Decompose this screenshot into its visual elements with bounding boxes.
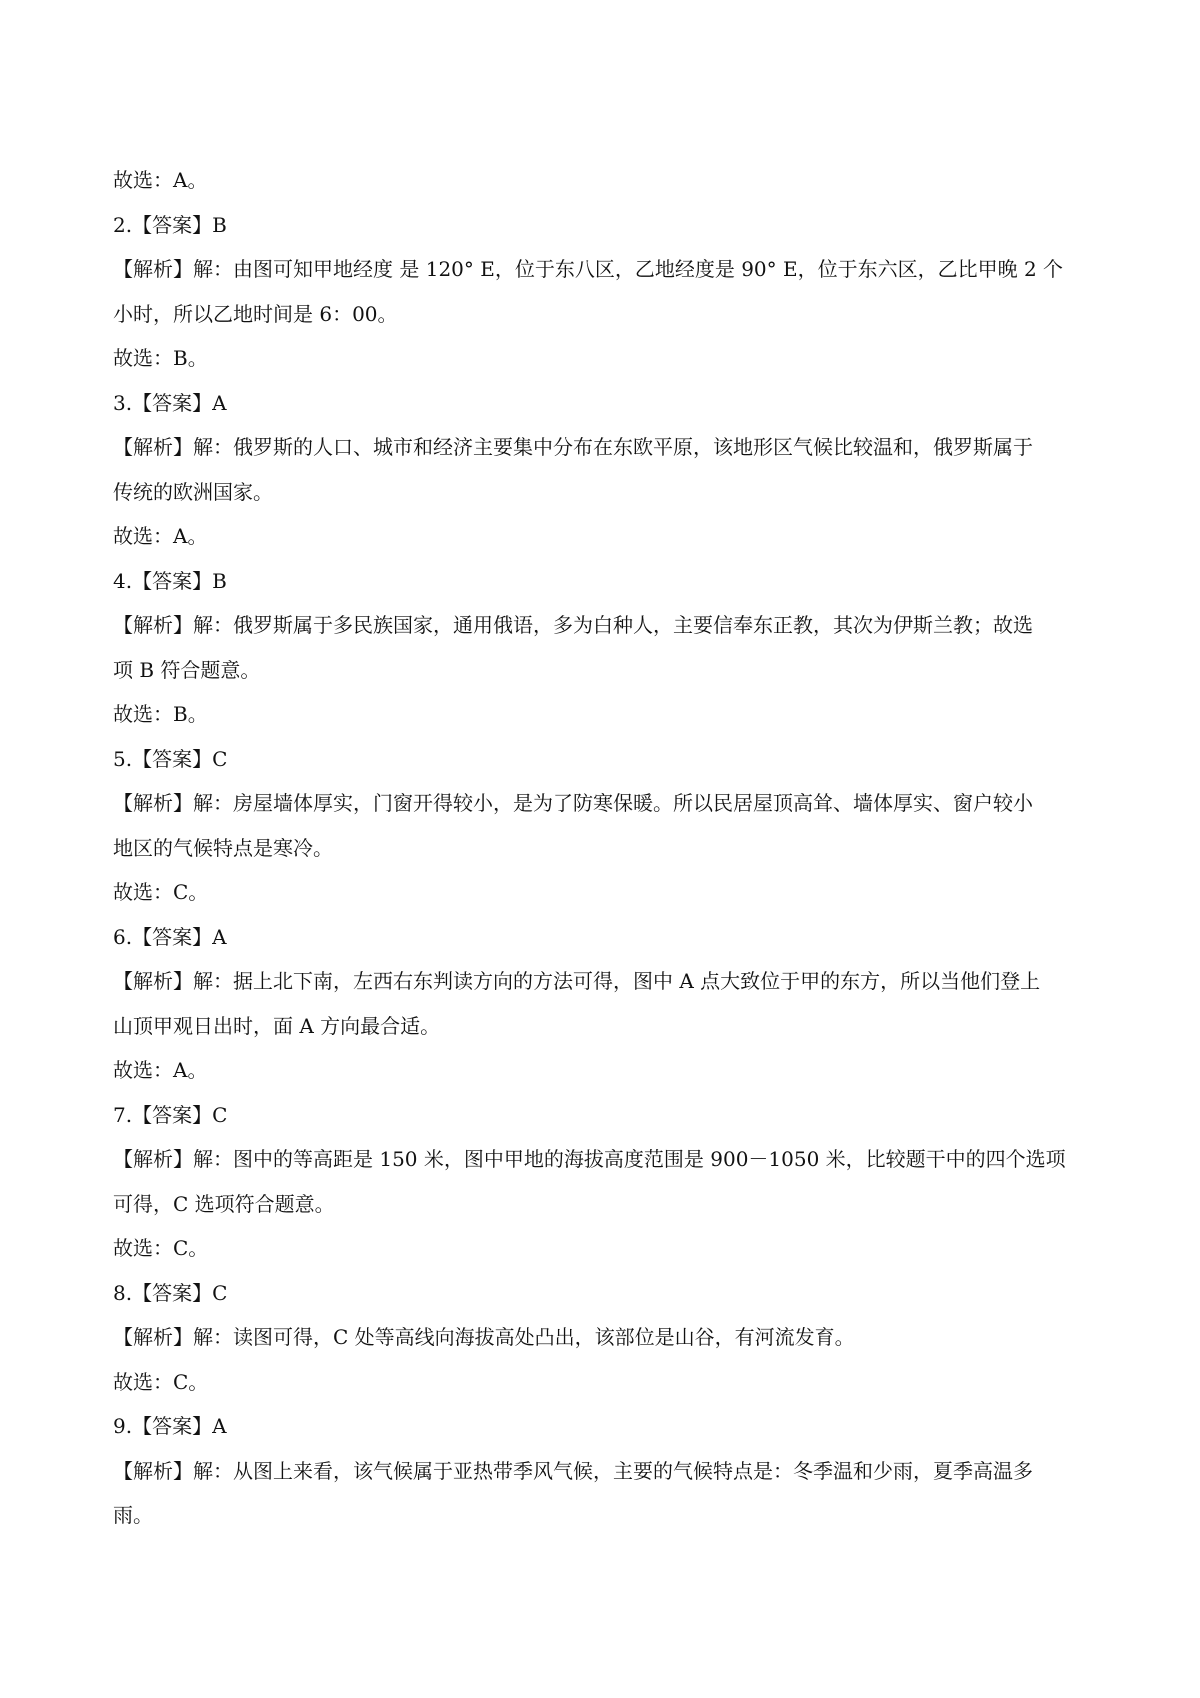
explanation-line: 【解析】解：房屋墙体厚实，门窗开得较小，是为了防寒保暖。所以民居屋顶高耸、墙体厚实、窗户较小 [113,791,1033,815]
explanation-line: 传统的欧洲国家。 [113,479,273,504]
answer-heading: 2.【答案】B [113,212,227,237]
answer-heading: 8.【答案】C [113,1280,228,1305]
choice-line: 故选：C。 [113,1369,209,1394]
choice-line: 故选：C。 [113,880,209,904]
explanation-line: 【解析】解：图中的等高距是 150 米，图中甲地的海拔高度范围是 900－1050 米，比较题干中的四个选项 [113,1147,1066,1171]
answer-heading: 3.【答案】A [113,390,227,415]
answer-heading: 7.【答案】C [113,1102,228,1127]
answer-heading: 5.【答案】C [113,746,228,771]
text-line: 故选：A。 [113,168,208,192]
choice-line: 故选：B。 [113,702,208,726]
explanation-line: 【解析】解：俄罗斯属于多民族国家，通用俄语，多为白种人，主要信奉东正教，其次为伊斯兰教；故选 [113,613,1033,637]
explanation-line: 山顶甲观日出时，面 A 方向最合适。 [113,1013,441,1038]
explanation-line: 可得，C 选项符合题意。 [113,1191,335,1216]
explanation-line: 项 B 符合题意。 [113,657,261,682]
choice-line: 故选：A。 [113,1058,208,1082]
answer-heading: 6.【答案】A [113,924,227,949]
explanation-line: 地区的气候特点是寒冷。 [113,835,333,860]
explanation-line: 小时，所以乙地时间是 6：00。 [113,301,398,326]
explanation-line: 【解析】解：从图上来看，该气候属于亚热带季风气候，主要的气候特点是：冬季温和少雨，夏季高温多 [113,1458,1033,1483]
choice-line: 故选：A。 [113,524,208,548]
explanation-line: 雨。 [113,1503,153,1527]
explanation-line: 【解析】解：读图可得，C 处等高线向海拔高处凸出，该部位是山谷，有河流发育。 [113,1325,855,1349]
answer-heading: 9.【答案】A [113,1414,227,1438]
explanation-line: 【解析】解：据上北下南，左西右东判读方向的方法可得，图中 A 点大致位于甲的东方，所以当他们登上 [113,969,1041,993]
choice-line: 故选：B。 [113,346,208,370]
explanation-line: 【解析】解：由图可知甲地经度 是 120° E，位于东八区，乙地经度是 90° E，位于东六区，乙比甲晚 2 个 [113,257,1064,281]
choice-line: 故选：C。 [113,1236,209,1260]
explanation-line: 【解析】解：俄罗斯的人口、城市和经济主要集中分布在东欧平原，该地形区气候比较温和，俄罗斯属于 [113,435,1033,459]
answer-explanations [113,158,1098,1538]
answer-heading: 4.【答案】B [113,568,227,593]
